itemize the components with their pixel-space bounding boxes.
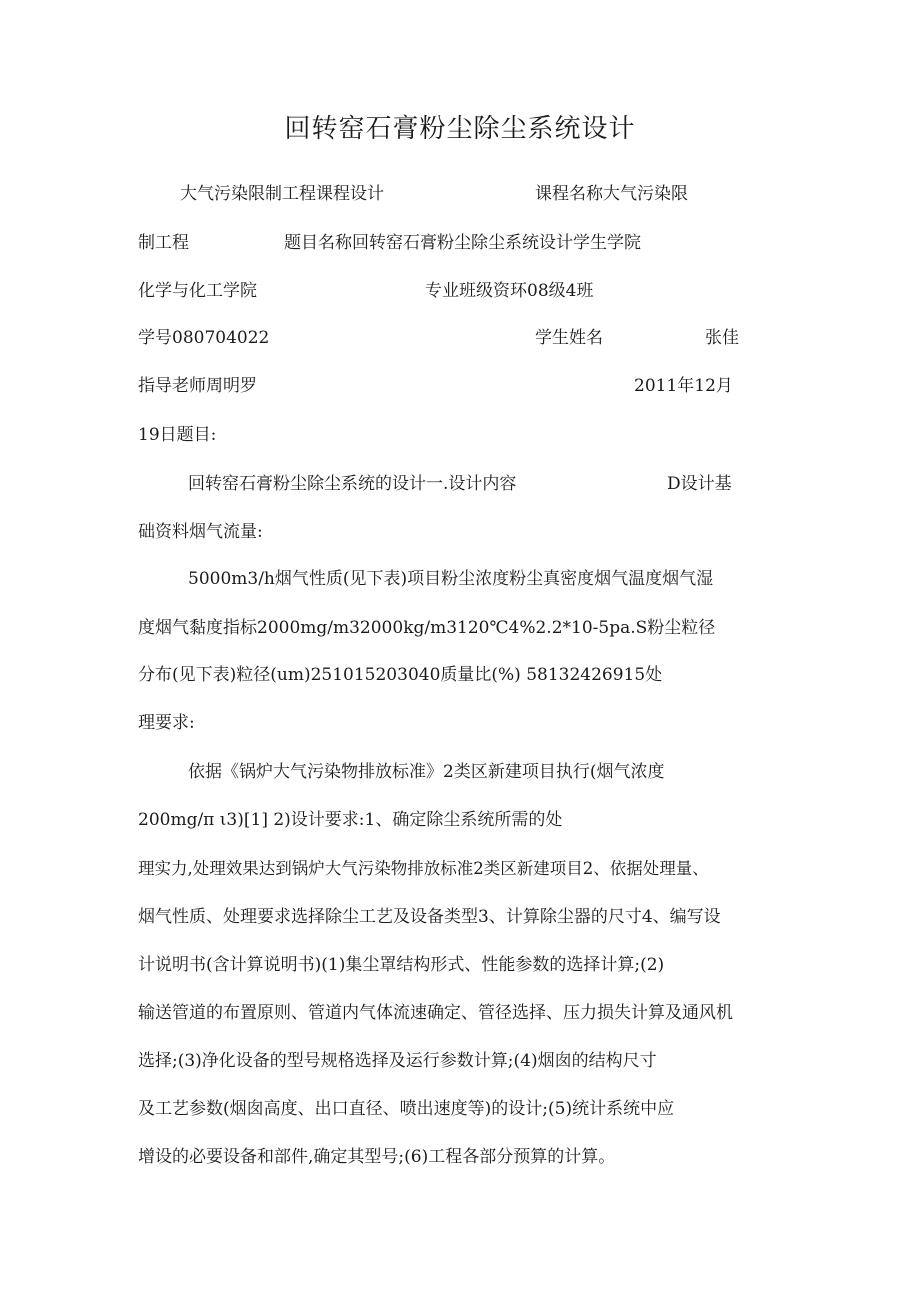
course-name-label: 课程名称大气污染限 (535, 184, 688, 204)
requirements-line-5: 选择;(3)净化设备的型号规格选择及运行参数计算;(4)烟囱的结构尺寸 (138, 1051, 657, 1071)
gas-properties-line-2: 度烟气黏度指标2000mg/m32000kg/m3120℃4%2.2*10-5pa.S粉尘粒径 (138, 618, 716, 638)
date-year-month: 2011年12月 (634, 376, 733, 396)
requirements-line-3: 计说明书(含计算说明书)(1)集尘罩结构形式、性能参数的选择计算;(2) (138, 955, 665, 975)
student-id: 学号080704022 (138, 328, 270, 348)
requirements-line-6: 及工艺参数(烟囱高度、出口直径、喷出速度等)的设计;(5)统计系统中应 (138, 1099, 675, 1119)
college-name: 化学与化工学院 (138, 281, 257, 301)
course-name-cont: 制工程 (138, 233, 189, 253)
topic-name: 题目名称回转窑石膏粉尘除尘系统设计学生学院 (284, 233, 641, 253)
student-name: 张佳 (705, 328, 739, 348)
design-basis-label: D设计基 (667, 474, 732, 494)
requirements-line-1: 理实力,处理效果达到锅炉大气污染物排放标准2类区新建项目2、依据处理量、 (138, 859, 709, 878)
design-content-heading: 回转窑石膏粉尘除尘系统的设计一.设计内容 (188, 474, 517, 494)
requirements-line-2: 烟气性质、处理要求选择除尘工艺及设备类型3、计算除尘器的尺寸4、编写设 (138, 907, 721, 927)
student-name-label: 学生姓名 (535, 328, 603, 348)
class-name: 专业班级资环08级4班 (425, 281, 594, 301)
requirements-line-7: 增设的必要设备和部件,确定其型号;(6)工程各部分预算的计算。 (138, 1147, 616, 1167)
flue-gas-flow-label: 础资料烟气流量: (138, 522, 263, 542)
advisor: 指导老师周明罗 (138, 376, 257, 396)
gas-properties-line-1: 5000m3/h烟气性质(见下表)项目粉尘浓度粉尘真密度烟气温度烟气湿 (188, 569, 714, 589)
requirements-line-4: 输送管道的布置原则、管道内气体流速确定、管径选择、压力损失计算及通风机 (138, 1003, 733, 1023)
gas-properties-line-3: 分布(见下表)粒径(um)251015203040质量比(%) 58132426915处 (138, 665, 663, 685)
gas-properties-line-4: 理要求: (138, 713, 195, 733)
course-design-name: 大气污染限制工程课程设计 (180, 184, 384, 204)
date-day-topic: 19日题目: (138, 425, 217, 445)
document-title: 回转窑石膏粉尘除尘系统设计 (284, 114, 636, 144)
standard-line-1: 依据《锅炉大气污染物排放标准》2类区新建项目执行(烟气浓度 (188, 762, 665, 782)
standard-line-2: 200mg/π ι3)[1] 2)设计要求:1、确定除尘系统所需的处 (138, 810, 563, 830)
